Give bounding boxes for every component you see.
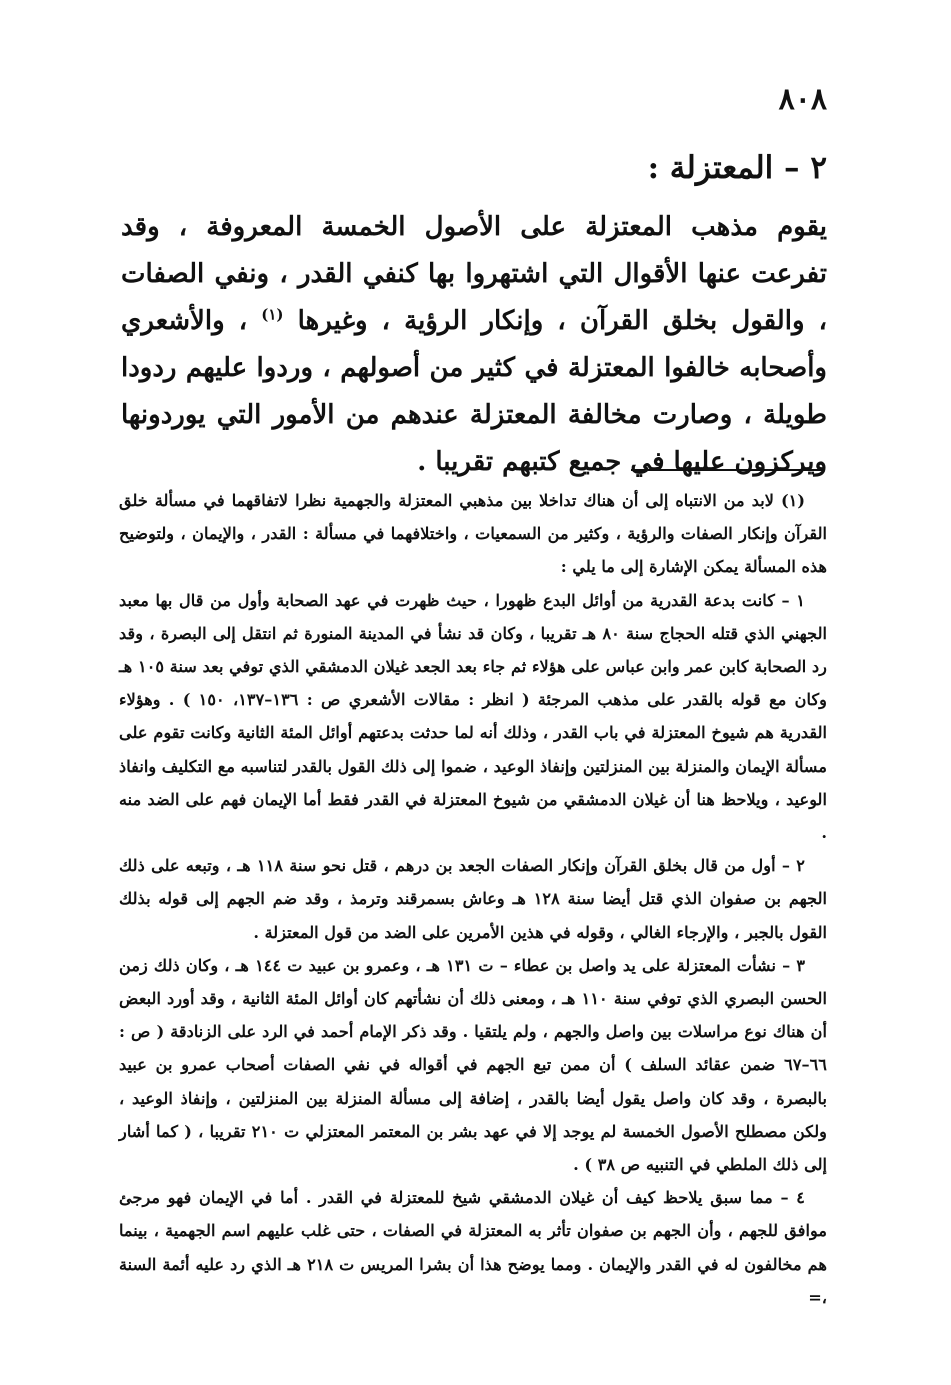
footnote-intro: (١) لابد من الانتباه إلى أن هناك تداخلا بين مذهبي المعتزلة والجهمية نظرا لاتفاقهما في مسألة خلق القرآن وإنكار الصفات والرؤية ، وكثير من السمعيات ، واختلافهما في مسألة : القدر ، والإيمان ، ولتوضيح هذه المسألة يمكن الإشارة إلى ما يلي : bbox=[119, 491, 827, 577]
footnote-divider bbox=[631, 469, 823, 471]
main-text-part-1: يقوم مذهب المعتزلة على الأصول الخمسة المعروفة ، وقد تفرعت عنها الأقوال التي اشتهروا بها كنفي القدر ، ونفي الصفات ، والقول بخلق القرآن ، وإنكار الرؤية ، وغيرها bbox=[121, 212, 827, 336]
main-text-part-2: ، والأشعري وأصحابه خالفوا المعتزلة في كثير من أصولهم ، وردوا عليهم ردودا طويلة ، وصارت مخالفة المعتزلة عندهم من الأمور التي يوردونها ويركزون عليها في جميع كتبهم تقريبا . bbox=[121, 306, 827, 477]
footnote-item-1: ١ – كانت بدعة القدرية من أوائل البدع ظهورا ، حيث ظهرت في عهد الصحابة وأول من قال بها معبد الجهني الذي قتله الحجاج سنة ٨٠ هـ تقريبا ، وكان قد نشأ في المدينة المنورة ثم انتقل إلى البصرة ، وقد رد الصحابة كابن عمر وابن عباس على هؤلاء ثم جاء بعد الجعد غيلان الدمشقي الذي توفي بعد سنة ١٠٥ هـ وكان مع قوله بالقدر على مذهب المرجئة ( انظر : مقالات الأشعري ص : ١٣٦–١٣٧، ١٥٠ ) . وهؤلاء القدرية هم شيوخ المعتزلة في باب القدر ، وذلك أنه لما حدثت بدعتهم أوائل المئة الثانية وكانت تقوم على مسألة الإيمان والمنزلة بين المنزلتين وإنفاذ الوعيد ، ضموا إلى ذلك القول بالقدر لتناسبه مع التكليف وانفاذ الوعيد ، ويلاحظ هنا أن غيلان الدمشقي من شيوخ المعتزلة في القدر فقط أما الإيمان فهم على الضد منه . bbox=[119, 590, 827, 843]
main-paragraph bbox=[121, 204, 827, 486]
footnote-reference[interactable]: (١) bbox=[261, 305, 284, 324]
footnote-item-4: ٤ – مما سبق يلاحظ كيف أن غيلان الدمشقي شيخ للمعتزلة في القدر . أما في الإيمان فهو مرجئ موافق للجهم ، وأن الجهم بن صفوان تأثر به المعتزلة في الصفات ، حتى غلب عليهم اسم الجهمية ، بينما هم مخالفون له في القدر والإيمان . ومما يوضح هذا أن بشرا المريس ت ٢١٨ هـ الذي رد عليه أئمة السنة ،= bbox=[119, 1188, 827, 1307]
footnotes-section bbox=[119, 484, 827, 1314]
section-heading: ٢ – المعتزلة : bbox=[647, 150, 827, 186]
footnote-item-2: ٢ – أول من قال بخلق القرآن وإنكار الصفات الجعد بن درهم ، قتل نحو سنة ١١٨ هـ ، وتبعه على ذلك الجهم بن صفوان الذي قتل أيضا سنة ١٢٨ هـ وعاش بسمرقند وترمذ ، وقد ضم الجهم إلى قوله بذلك القول بالجبر ، والإرجاء الغالي ، وقوله في هذين الأمرين على الضد من قول المعتزلة . bbox=[119, 856, 827, 942]
page-number: ٨٠٨ bbox=[778, 82, 827, 117]
footnote-item-3: ٣ – نشأت المعتزلة على يد واصل بن عطاء – ت ١٣١ هـ ، وعمرو بن عبيد ت ١٤٤ هـ ، وكان ذلك زمن الحسن البصري الذي توفي سنة ١١٠ هـ ، ومعنى ذلك أن نشأتهم كان أوائل المئة الثانية ، وقد أورد البعض أن هناك نوع مراسلات بين واصل والجهم ، ولم يلتقيا . وقد ذكر الإمام أحمد في الرد على الزنادقة ( ص : ٦٦–٦٧ ضمن عقائد السلف ) أن ممن تبع الجهم في أقواله في نفي الصفات أصحاب عمرو بن عبيد بالبصرة ، وقد كان واصل يقول أيضا بالقدر ، إضافة إلى مسألة المنزلة بين المنزلتين ، وإنفاذ الوعيد ، ولكن مصطلح الأصول الخمسة لم يوجد إلا في عهد بشر بن المعتمر المعتزلي ت ٢١٠ تقريبا ، ( كما أشار إلى ذلك الملطي في التنبيه ص ٣٨ ) . bbox=[119, 955, 827, 1175]
